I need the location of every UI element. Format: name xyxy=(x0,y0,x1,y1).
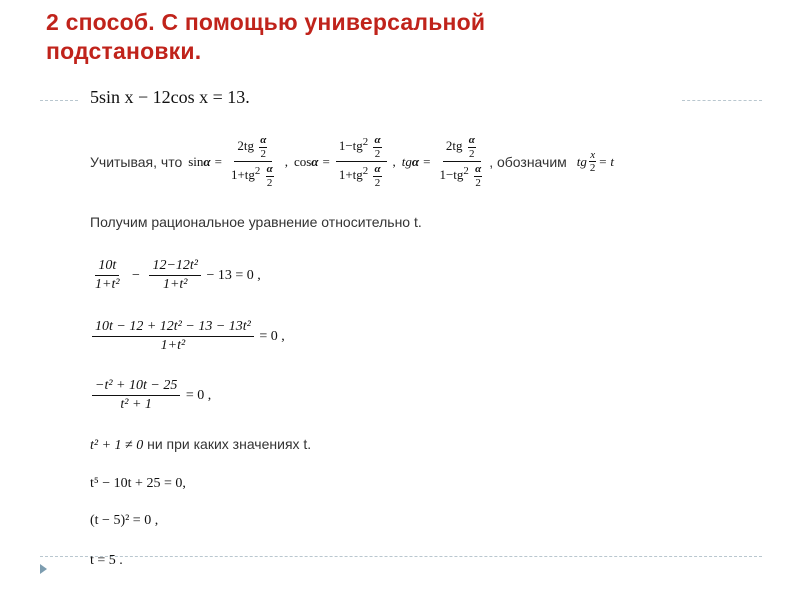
alpha-symbol: α xyxy=(203,153,211,169)
top-right-divider xyxy=(682,100,762,101)
top-left-divider xyxy=(40,100,78,101)
tg-fraction: 2tg $\frac{\alpha}{2}$ $1-tg^2$ $\frac{\alpha}{2}$ xyxy=(439,134,482,189)
step-equation-1: $\frac{10t}{\text{1+t²}}$ − $\frac{\text{12−12t²}}{\text{1+t²}}$ − 13 = 0 , xyxy=(95,258,261,293)
x-half-fraction: $\frac{x}{2}$ xyxy=(589,148,596,175)
step-equation-3: $\frac{\text{−t² + 10t − 25}}{\text{t² + 1}}$ = 0 , xyxy=(90,378,211,413)
given-intro: Учитывая, что xyxy=(90,153,183,170)
cos-label: cos xyxy=(293,153,312,169)
rational-equation-note: Получим рациональное уравнение относительно t. xyxy=(90,214,422,230)
sin-label: sin xyxy=(188,153,204,169)
sin-denominator: 1+tg xyxy=(230,167,255,183)
condition-expression: t² + 1 ≠ 0 xyxy=(90,438,144,453)
main-equation: 5sin x − 12cos x = 13. xyxy=(90,87,250,107)
step-equation-5: (t − 5)² = 0 , xyxy=(90,513,159,528)
denominator-condition xyxy=(90,436,311,454)
t-substitution: = t xyxy=(598,153,615,169)
sin-numerator: 2tg xyxy=(237,138,254,154)
step-equation-4: t⁵ − 10t + 25 = 0, xyxy=(90,476,186,491)
cos-denominator: 1+tg xyxy=(338,167,363,183)
condition-text: ни при каких значениях t. xyxy=(143,436,312,452)
tg-denominator: 1−tg xyxy=(439,167,464,183)
cos-numerator: 1−tg xyxy=(338,138,363,154)
solution-t: t = 5 . xyxy=(90,553,123,568)
denote-text: , обозначим xyxy=(489,153,567,170)
tg-label: tg xyxy=(401,153,412,169)
cos-fraction: $1-tg^2$ $\frac{\alpha}{2}$ $1+tg^2$ $\frac{\alpha}{2}$ xyxy=(336,134,387,190)
step-equation-2: $\frac{\text{10t − 12 + 12t² − 13 − 13t²}}{\text{1+t²}}$ = 0 , xyxy=(90,319,285,354)
slide-title xyxy=(46,8,766,66)
sin-fraction: 2tg $\frac{\alpha}{2}$ $1+tg^2$ $\frac{\alpha}{2}$ xyxy=(230,134,273,189)
slide-title-line-2: подстановки. xyxy=(46,38,202,64)
bottom-divider xyxy=(40,556,762,557)
substitution-formulas: Учитывая, что sin α = 2tg $\frac{\alpha}{2}$ $1+tg^2$ $\frac{\alpha}{2}$ , cos α = $1-tg^2$ $\frac{\alpha}{2}$ $1+tg^2$ $\frac{\alpha}{2}$ , tg α = 2tg $\frac{\alpha}{2}$ $1-tg^2$ $\frac{\alpha}{2}$ , обозначим tg $\frac{x}{2}$ = t xyxy=(90,134,615,189)
tg-numerator: 2tg xyxy=(445,138,463,154)
slide-title-line-1: 2 способ. С помощью универсальной xyxy=(46,9,486,35)
bullet-arrow-icon xyxy=(40,564,47,574)
